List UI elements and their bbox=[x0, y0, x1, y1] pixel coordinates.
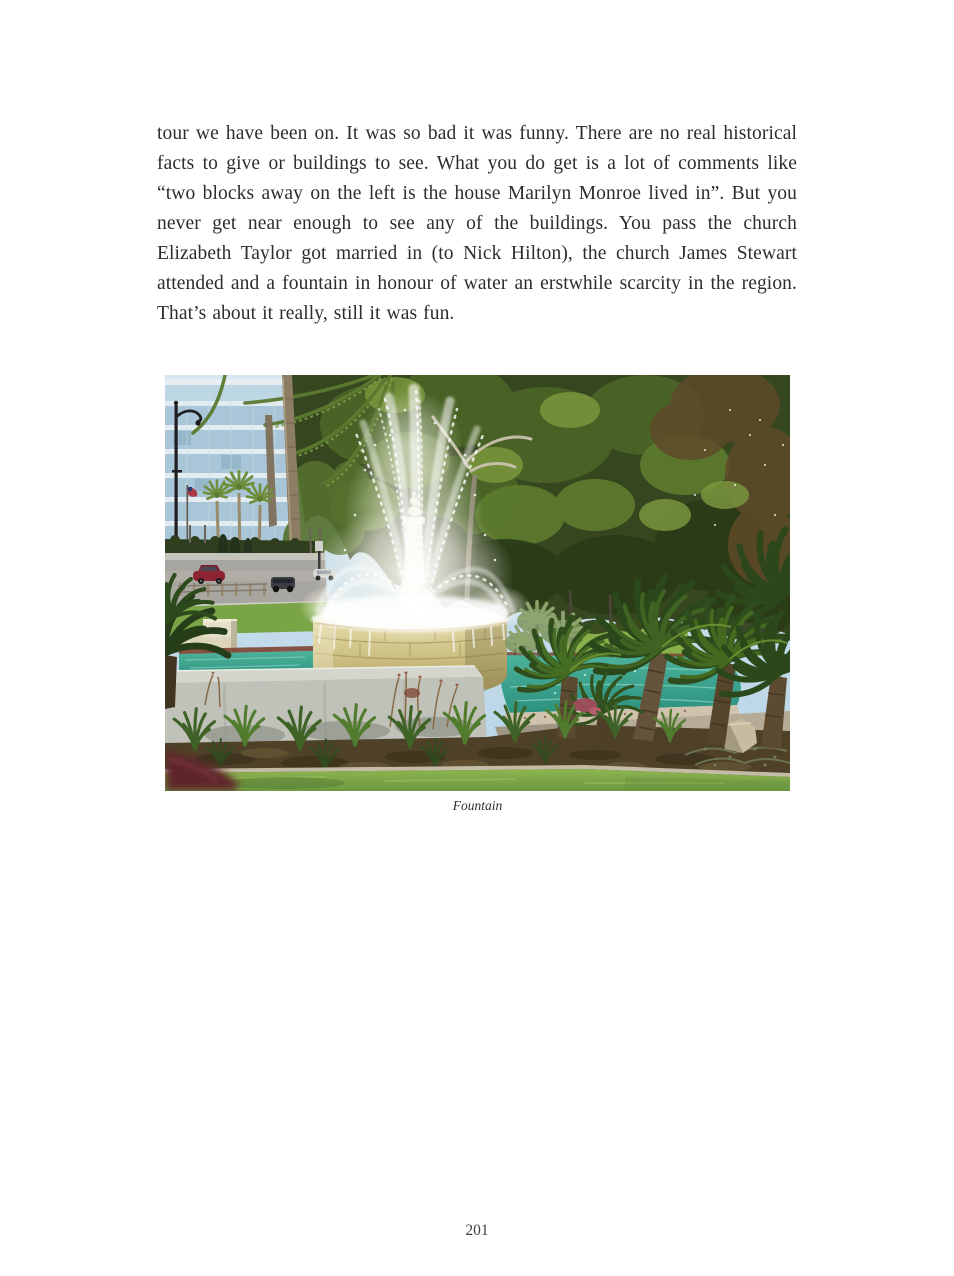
fountain-photo bbox=[165, 375, 790, 791]
paragraph: tour we have been on. It was so bad it was funny. There are no real historical facts to give or buildings to see. What you do get is a lot of comments like “two blocks away on the left is the house Marilyn Monroe lived in”. But you never get near enough to see any of the buildings. You pass the church Elizabeth Taylor got married in (to Nick Hilton), the church James Stewart attended and a fountain in honour of water an erstwhile scarcity in the region. That’s about it really, still it was fun. bbox=[157, 123, 797, 324]
photo-caption: Fountain bbox=[452, 798, 503, 813]
pool-wall bbox=[165, 666, 487, 749]
page-number: 201 bbox=[465, 1222, 489, 1239]
fountain-photo-figure bbox=[165, 375, 790, 814]
fountain-photo-svg bbox=[165, 375, 790, 791]
